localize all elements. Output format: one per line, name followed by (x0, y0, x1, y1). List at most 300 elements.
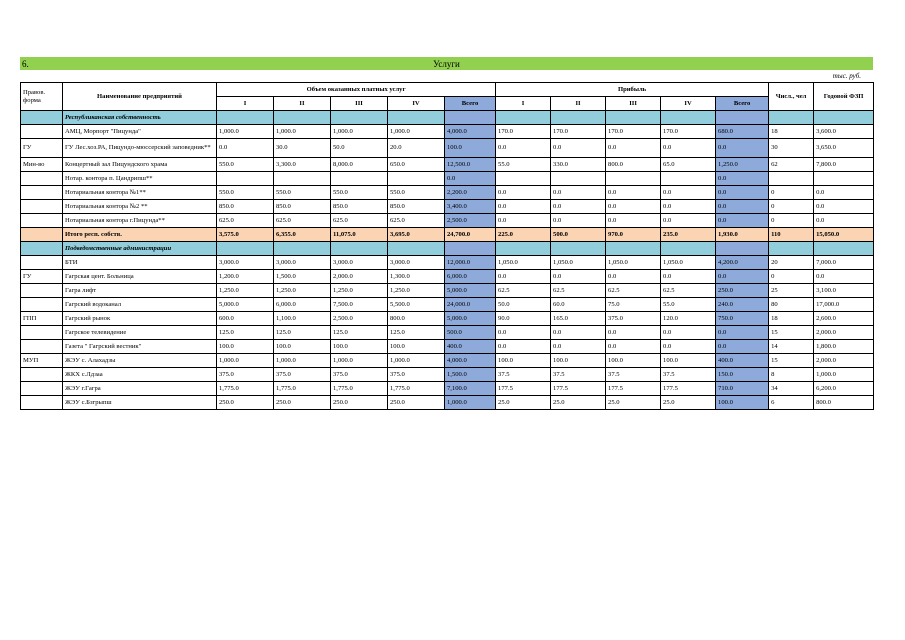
cell-volume[interactable]: 1,200.0 (217, 270, 274, 284)
cell-profit[interactable]: 177.5 (496, 382, 551, 396)
cell-profit[interactable]: 60.0 (551, 298, 606, 312)
cell-headcount[interactable]: 18 (769, 125, 814, 139)
cell-enterprise-name[interactable]: Нотариальная контора г.Пицунда** (63, 214, 217, 228)
cell-enterprise-name[interactable]: ЖЭУ с. Алахадзы (63, 354, 217, 368)
header-enterprise-name[interactable]: Наименование предприятий (63, 83, 217, 111)
cell-profit[interactable]: 0.0 (661, 326, 716, 340)
cell-legal-form[interactable] (21, 340, 63, 354)
cell-profit[interactable]: 1,050.0 (661, 256, 716, 270)
cell-profit[interactable]: 0.0 (661, 139, 716, 158)
cell-empty[interactable] (445, 111, 496, 125)
cell-profit[interactable]: 177.5 (661, 382, 716, 396)
cell-profit[interactable] (496, 172, 551, 186)
cell-volume[interactable]: 3,000.0 (388, 256, 445, 270)
cell-profit[interactable]: 65.0 (661, 158, 716, 172)
cell-profit[interactable]: 0.0 (551, 214, 606, 228)
cell-volume[interactable]: 800.0 (388, 312, 445, 326)
cell-headcount[interactable]: 62 (769, 158, 814, 172)
cell-profit[interactable]: 1,050.0 (496, 256, 551, 270)
cell-legal-form[interactable] (21, 242, 63, 256)
cell-legal-form[interactable] (21, 228, 63, 242)
cell-volume[interactable]: 625.0 (331, 214, 388, 228)
cell-empty[interactable] (769, 111, 814, 125)
cell-enterprise-name[interactable]: Гагрский рынок (63, 312, 217, 326)
cell-empty[interactable] (274, 242, 331, 256)
cell-headcount[interactable]: 110 (769, 228, 814, 242)
cell-profit[interactable] (606, 172, 661, 186)
cell-profit[interactable]: 0.0 (606, 200, 661, 214)
cell-annual-payroll[interactable]: 6,200.0 (814, 382, 874, 396)
cell-enterprise-name[interactable]: АМЦ, Морпорт "Пицунда" (63, 125, 217, 139)
cell-headcount[interactable]: 0 (769, 270, 814, 284)
cell-annual-payroll[interactable]: 17,000.0 (814, 298, 874, 312)
cell-legal-form[interactable] (21, 382, 63, 396)
cell-volume[interactable]: 50.0 (331, 139, 388, 158)
cell-empty[interactable] (331, 242, 388, 256)
cell-profit[interactable]: 55.0 (661, 298, 716, 312)
cell-profit[interactable]: 0.0 (606, 340, 661, 354)
cell-volume[interactable]: 125.0 (331, 326, 388, 340)
cell-empty[interactable] (496, 111, 551, 125)
cell-profit[interactable]: 37.5 (661, 368, 716, 382)
cell-enterprise-name[interactable]: ГУ Лес.хоз.РА, Пицундо-мюссерский заповедник** (63, 139, 217, 158)
cell-volume[interactable]: 375.0 (388, 368, 445, 382)
cell-annual-payroll[interactable]: 2,600.0 (814, 312, 874, 326)
cell-volume[interactable]: 100.0 (274, 340, 331, 354)
cell-profit[interactable]: 0.0 (606, 214, 661, 228)
cell-profit[interactable]: 0.0 (496, 186, 551, 200)
cell-profit[interactable]: 0.0 (551, 326, 606, 340)
cell-volume[interactable]: 1,250.0 (217, 284, 274, 298)
cell-volume[interactable]: 100.0 (331, 340, 388, 354)
cell-volume[interactable]: 550.0 (331, 186, 388, 200)
cell-volume[interactable]: 4,000.0 (445, 354, 496, 368)
cell-empty[interactable] (217, 242, 274, 256)
cell-profit[interactable]: 170.0 (606, 125, 661, 139)
cell-annual-payroll[interactable]: 15,050.0 (814, 228, 874, 242)
cell-volume[interactable]: 550.0 (217, 186, 274, 200)
cell-profit[interactable]: 0.0 (551, 270, 606, 284)
cell-section-title[interactable]: Подведомственные администрации (63, 242, 217, 256)
cell-annual-payroll[interactable]: 0.0 (814, 214, 874, 228)
cell-volume[interactable]: 1,500.0 (445, 368, 496, 382)
cell-volume[interactable]: 125.0 (274, 326, 331, 340)
cell-profit[interactable]: 0.0 (716, 172, 769, 186)
cell-volume[interactable]: 1,000.0 (331, 125, 388, 139)
cell-profit[interactable]: 0.0 (606, 270, 661, 284)
cell-volume[interactable]: 2,500.0 (331, 312, 388, 326)
header-volume-quarter[interactable]: I (217, 97, 274, 111)
cell-volume[interactable]: 5,000.0 (217, 298, 274, 312)
cell-volume[interactable]: 1,000.0 (217, 125, 274, 139)
cell-volume[interactable]: 375.0 (331, 368, 388, 382)
cell-volume[interactable]: 5,500.0 (388, 298, 445, 312)
cell-enterprise-name[interactable]: Нотар. контора п. Цандрипш** (63, 172, 217, 186)
cell-volume[interactable]: 6,000.0 (445, 270, 496, 284)
cell-annual-payroll[interactable]: 2,000.0 (814, 326, 874, 340)
cell-volume[interactable]: 625.0 (274, 214, 331, 228)
cell-profit[interactable]: 0.0 (716, 270, 769, 284)
cell-volume[interactable]: 3,000.0 (331, 256, 388, 270)
cell-empty[interactable] (716, 242, 769, 256)
cell-profit[interactable]: 25.0 (606, 396, 661, 410)
cell-empty[interactable] (274, 111, 331, 125)
cell-legal-form[interactable] (21, 214, 63, 228)
cell-volume[interactable]: 125.0 (388, 326, 445, 340)
cell-volume[interactable]: 3,000.0 (274, 256, 331, 270)
cell-volume[interactable]: 550.0 (388, 186, 445, 200)
cell-profit[interactable]: 710.0 (716, 382, 769, 396)
cell-profit[interactable]: 0.0 (661, 214, 716, 228)
cell-headcount[interactable]: 34 (769, 382, 814, 396)
cell-volume[interactable]: 3,400.0 (445, 200, 496, 214)
cell-volume[interactable]: 125.0 (217, 326, 274, 340)
header-annual-payroll[interactable]: Годовой ФЗП (814, 83, 874, 111)
cell-volume[interactable]: 1,500.0 (274, 270, 331, 284)
cell-profit[interactable]: 170.0 (496, 125, 551, 139)
cell-legal-form[interactable]: ГУ (21, 139, 63, 158)
cell-profit[interactable]: 500.0 (551, 228, 606, 242)
cell-volume[interactable]: 2,500.0 (445, 214, 496, 228)
cell-volume[interactable]: 1,775.0 (331, 382, 388, 396)
cell-empty[interactable] (606, 242, 661, 256)
cell-volume[interactable]: 250.0 (388, 396, 445, 410)
cell-legal-form[interactable]: ГУ (21, 270, 63, 284)
cell-profit[interactable]: 100.0 (716, 396, 769, 410)
cell-annual-payroll[interactable]: 0.0 (814, 186, 874, 200)
cell-volume[interactable]: 1,000.0 (331, 354, 388, 368)
header-volume[interactable]: Объем оказанных платных услуг (217, 83, 496, 97)
cell-empty[interactable] (661, 111, 716, 125)
cell-empty[interactable] (496, 242, 551, 256)
cell-headcount[interactable]: 18 (769, 312, 814, 326)
cell-volume[interactable]: 0.0 (445, 172, 496, 186)
cell-enterprise-name[interactable]: Нотариальная контора №1** (63, 186, 217, 200)
cell-volume[interactable]: 500.0 (445, 326, 496, 340)
cell-headcount[interactable]: 0 (769, 200, 814, 214)
cell-headcount[interactable]: 8 (769, 368, 814, 382)
cell-enterprise-name[interactable]: Гагрское телевидение (63, 326, 217, 340)
cell-volume[interactable]: 1,250.0 (331, 284, 388, 298)
cell-profit[interactable]: 25.0 (661, 396, 716, 410)
cell-section-title[interactable]: Республиканская собственность (63, 111, 217, 125)
cell-profit[interactable]: 120.0 (661, 312, 716, 326)
cell-annual-payroll[interactable]: 7,000.0 (814, 256, 874, 270)
cell-volume[interactable]: 1,250.0 (388, 284, 445, 298)
cell-volume[interactable]: 550.0 (274, 186, 331, 200)
cell-volume[interactable]: 3,695.0 (388, 228, 445, 242)
cell-profit[interactable]: 0.0 (661, 340, 716, 354)
cell-volume[interactable]: 250.0 (331, 396, 388, 410)
cell-legal-form[interactable]: Мин-во (21, 158, 63, 172)
cell-legal-form[interactable] (21, 200, 63, 214)
cell-profit[interactable]: 50.0 (496, 298, 551, 312)
cell-profit[interactable]: 170.0 (661, 125, 716, 139)
cell-volume[interactable]: 250.0 (217, 396, 274, 410)
cell-volume[interactable]: 1,000.0 (217, 354, 274, 368)
header-profit-quarter[interactable]: IV (661, 97, 716, 111)
cell-headcount[interactable]: 15 (769, 354, 814, 368)
cell-annual-payroll[interactable]: 2,000.0 (814, 354, 874, 368)
cell-volume[interactable]: 1,000.0 (388, 125, 445, 139)
cell-profit[interactable]: 37.5 (551, 368, 606, 382)
cell-volume[interactable]: 100.0 (445, 139, 496, 158)
cell-profit[interactable]: 90.0 (496, 312, 551, 326)
cell-profit[interactable]: 0.0 (716, 214, 769, 228)
cell-volume[interactable]: 20.0 (388, 139, 445, 158)
cell-profit[interactable]: 0.0 (496, 340, 551, 354)
cell-empty[interactable] (217, 111, 274, 125)
cell-headcount[interactable]: 20 (769, 256, 814, 270)
cell-volume[interactable]: 625.0 (388, 214, 445, 228)
cell-profit[interactable]: 0.0 (551, 340, 606, 354)
cell-profit[interactable]: 100.0 (661, 354, 716, 368)
cell-empty[interactable] (606, 111, 661, 125)
cell-empty[interactable] (814, 242, 874, 256)
header-volume-quarter[interactable]: Всего (445, 97, 496, 111)
cell-profit[interactable]: 177.5 (606, 382, 661, 396)
cell-enterprise-name[interactable]: Концертный зал Пицундского храма (63, 158, 217, 172)
cell-profit[interactable] (661, 172, 716, 186)
cell-volume[interactable]: 12,500.0 (445, 158, 496, 172)
cell-volume[interactable]: 1,775.0 (274, 382, 331, 396)
cell-profit[interactable]: 330.0 (551, 158, 606, 172)
cell-empty[interactable] (388, 111, 445, 125)
cell-headcount[interactable] (769, 172, 814, 186)
cell-profit[interactable]: 375.0 (606, 312, 661, 326)
cell-profit[interactable]: 25.0 (496, 396, 551, 410)
cell-profit[interactable]: 37.5 (606, 368, 661, 382)
cell-headcount[interactable]: 25 (769, 284, 814, 298)
cell-profit[interactable]: 4,200.0 (716, 256, 769, 270)
cell-annual-payroll[interactable]: 0.0 (814, 270, 874, 284)
cell-profit[interactable]: 1,930.0 (716, 228, 769, 242)
cell-volume[interactable]: 1,300.0 (388, 270, 445, 284)
cell-profit[interactable]: 100.0 (606, 354, 661, 368)
cell-profit[interactable]: 37.5 (496, 368, 551, 382)
cell-volume[interactable]: 24,700.0 (445, 228, 496, 242)
cell-profit[interactable]: 0.0 (661, 270, 716, 284)
cell-profit[interactable]: 0.0 (716, 326, 769, 340)
cell-headcount[interactable]: 80 (769, 298, 814, 312)
cell-profit[interactable]: 177.5 (551, 382, 606, 396)
cell-profit[interactable]: 235.0 (661, 228, 716, 242)
cell-volume[interactable]: 30.0 (274, 139, 331, 158)
cell-volume[interactable]: 3,000.0 (217, 256, 274, 270)
cell-volume[interactable]: 375.0 (217, 368, 274, 382)
cell-profit[interactable]: 0.0 (496, 200, 551, 214)
cell-volume[interactable]: 1,100.0 (274, 312, 331, 326)
cell-volume[interactable]: 6,000.0 (274, 298, 331, 312)
cell-enterprise-name[interactable]: ЖЭУ г.Гагра (63, 382, 217, 396)
cell-profit[interactable] (551, 172, 606, 186)
cell-volume[interactable]: 850.0 (388, 200, 445, 214)
cell-volume[interactable]: 100.0 (388, 340, 445, 354)
cell-headcount[interactable]: 6 (769, 396, 814, 410)
cell-volume[interactable] (331, 172, 388, 186)
cell-volume[interactable]: 4,000.0 (445, 125, 496, 139)
cell-volume[interactable]: 375.0 (274, 368, 331, 382)
cell-annual-payroll[interactable]: 0.0 (814, 200, 874, 214)
cell-volume[interactable]: 7,500.0 (331, 298, 388, 312)
cell-profit[interactable]: 0.0 (606, 139, 661, 158)
cell-volume[interactable]: 0.0 (217, 139, 274, 158)
cell-volume[interactable]: 2,200.0 (445, 186, 496, 200)
cell-annual-payroll[interactable] (814, 172, 874, 186)
cell-volume[interactable]: 850.0 (274, 200, 331, 214)
cell-profit[interactable]: 100.0 (551, 354, 606, 368)
cell-legal-form[interactable] (21, 256, 63, 270)
cell-annual-payroll[interactable]: 800.0 (814, 396, 874, 410)
cell-volume[interactable]: 1,000.0 (445, 396, 496, 410)
cell-volume[interactable] (388, 172, 445, 186)
cell-legal-form[interactable] (21, 396, 63, 410)
cell-volume[interactable]: 6,355.0 (274, 228, 331, 242)
cell-profit[interactable]: 970.0 (606, 228, 661, 242)
header-profit[interactable]: Прибыль (496, 83, 769, 97)
cell-volume[interactable]: 7,100.0 (445, 382, 496, 396)
header-profit-quarter[interactable]: II (551, 97, 606, 111)
cell-profit[interactable]: 0.0 (551, 139, 606, 158)
cell-profit[interactable]: 250.0 (716, 284, 769, 298)
cell-enterprise-name[interactable]: ЖЭУ с.Бзгрыпш (63, 396, 217, 410)
cell-profit[interactable]: 1,050.0 (551, 256, 606, 270)
cell-profit[interactable]: 0.0 (661, 186, 716, 200)
header-profit-quarter[interactable]: Всего (716, 97, 769, 111)
cell-profit[interactable]: 0.0 (551, 186, 606, 200)
header-legal-form[interactable]: Правов. форма (21, 83, 63, 111)
cell-volume[interactable]: 1,250.0 (274, 284, 331, 298)
cell-profit[interactable]: 0.0 (606, 186, 661, 200)
cell-volume[interactable]: 400.0 (445, 340, 496, 354)
cell-legal-form[interactable] (21, 111, 63, 125)
cell-legal-form[interactable] (21, 298, 63, 312)
cell-headcount[interactable]: 30 (769, 139, 814, 158)
cell-volume[interactable]: 1,775.0 (217, 382, 274, 396)
header-volume-quarter[interactable]: IV (388, 97, 445, 111)
cell-headcount[interactable]: 0 (769, 186, 814, 200)
cell-legal-form[interactable] (21, 186, 63, 200)
cell-empty[interactable] (814, 111, 874, 125)
cell-profit[interactable]: 25.0 (551, 396, 606, 410)
cell-profit[interactable]: 0.0 (496, 139, 551, 158)
cell-profit[interactable]: 62.5 (551, 284, 606, 298)
cell-profit[interactable]: 55.0 (496, 158, 551, 172)
cell-legal-form[interactable] (21, 326, 63, 340)
cell-profit[interactable]: 62.5 (661, 284, 716, 298)
cell-volume[interactable]: 1,000.0 (274, 125, 331, 139)
cell-legal-form[interactable] (21, 284, 63, 298)
cell-volume[interactable]: 3,300.0 (274, 158, 331, 172)
cell-enterprise-name[interactable]: ЖКХ с.Лдзаа (63, 368, 217, 382)
cell-volume[interactable]: 8,000.0 (331, 158, 388, 172)
header-profit-quarter[interactable]: III (606, 97, 661, 111)
header-volume-quarter[interactable]: III (331, 97, 388, 111)
cell-headcount[interactable]: 15 (769, 326, 814, 340)
cell-annual-payroll[interactable]: 3,100.0 (814, 284, 874, 298)
cell-enterprise-name[interactable]: Гагрская цент. Больница (63, 270, 217, 284)
cell-empty[interactable] (661, 242, 716, 256)
cell-volume[interactable]: 625.0 (217, 214, 274, 228)
cell-profit[interactable]: 62.5 (496, 284, 551, 298)
cell-enterprise-name[interactable]: Нотариальная контора №2 ** (63, 200, 217, 214)
cell-enterprise-name[interactable]: Гагрский водоканал (63, 298, 217, 312)
cell-profit[interactable]: 0.0 (496, 326, 551, 340)
cell-volume[interactable] (274, 172, 331, 186)
cell-annual-payroll[interactable]: 3,650.0 (814, 139, 874, 158)
cell-empty[interactable] (716, 111, 769, 125)
cell-enterprise-name[interactable]: Итого респ. собств. (63, 228, 217, 242)
cell-legal-form[interactable] (21, 125, 63, 139)
cell-volume[interactable]: 5,000.0 (445, 284, 496, 298)
cell-volume[interactable]: 5,000.0 (445, 312, 496, 326)
cell-volume[interactable]: 3,575.0 (217, 228, 274, 242)
cell-legal-form[interactable] (21, 368, 63, 382)
cell-volume[interactable]: 1,775.0 (388, 382, 445, 396)
cell-legal-form[interactable] (21, 172, 63, 186)
cell-volume[interactable]: 100.0 (217, 340, 274, 354)
cell-empty[interactable] (445, 242, 496, 256)
cell-annual-payroll[interactable]: 7,800.0 (814, 158, 874, 172)
cell-volume[interactable]: 600.0 (217, 312, 274, 326)
cell-empty[interactable] (331, 111, 388, 125)
cell-profit[interactable]: 100.0 (496, 354, 551, 368)
cell-volume[interactable]: 24,000.0 (445, 298, 496, 312)
cell-profit[interactable]: 750.0 (716, 312, 769, 326)
cell-profit[interactable]: 0.0 (496, 214, 551, 228)
cell-profit[interactable]: 165.0 (551, 312, 606, 326)
cell-volume[interactable]: 1,000.0 (388, 354, 445, 368)
cell-profit[interactable]: 680.0 (716, 125, 769, 139)
header-volume-quarter[interactable]: II (274, 97, 331, 111)
cell-volume[interactable] (217, 172, 274, 186)
cell-annual-payroll[interactable]: 3,600.0 (814, 125, 874, 139)
cell-profit[interactable]: 0.0 (551, 200, 606, 214)
cell-profit[interactable]: 225.0 (496, 228, 551, 242)
cell-profit[interactable]: 0.0 (661, 200, 716, 214)
cell-empty[interactable] (551, 242, 606, 256)
cell-profit[interactable]: 0.0 (716, 200, 769, 214)
cell-legal-form[interactable]: ГПП (21, 312, 63, 326)
cell-volume[interactable]: 2,000.0 (331, 270, 388, 284)
header-profit-quarter[interactable]: I (496, 97, 551, 111)
cell-enterprise-name[interactable]: Гагра лифт (63, 284, 217, 298)
cell-annual-payroll[interactable]: 1,800.0 (814, 340, 874, 354)
cell-profit[interactable]: 150.0 (716, 368, 769, 382)
header-headcount[interactable]: Числ., чел (769, 83, 814, 111)
cell-headcount[interactable]: 0 (769, 214, 814, 228)
cell-headcount[interactable]: 14 (769, 340, 814, 354)
cell-profit[interactable]: 62.5 (606, 284, 661, 298)
cell-volume[interactable]: 250.0 (274, 396, 331, 410)
cell-profit[interactable]: 0.0 (716, 340, 769, 354)
cell-profit[interactable]: 240.0 (716, 298, 769, 312)
cell-profit[interactable]: 0.0 (716, 139, 769, 158)
cell-profit[interactable]: 0.0 (496, 270, 551, 284)
cell-profit[interactable]: 170.0 (551, 125, 606, 139)
cell-volume[interactable]: 850.0 (217, 200, 274, 214)
cell-volume[interactable]: 550.0 (217, 158, 274, 172)
cell-profit[interactable]: 1,050.0 (606, 256, 661, 270)
cell-profit[interactable]: 400.0 (716, 354, 769, 368)
cell-enterprise-name[interactable]: Газета " Гагрский вестник" (63, 340, 217, 354)
cell-enterprise-name[interactable]: БТИ (63, 256, 217, 270)
cell-legal-form[interactable]: МУП (21, 354, 63, 368)
cell-profit[interactable]: 1,250.0 (716, 158, 769, 172)
cell-profit[interactable]: 0.0 (606, 326, 661, 340)
cell-annual-payroll[interactable]: 1,000.0 (814, 368, 874, 382)
cell-profit[interactable]: 800.0 (606, 158, 661, 172)
